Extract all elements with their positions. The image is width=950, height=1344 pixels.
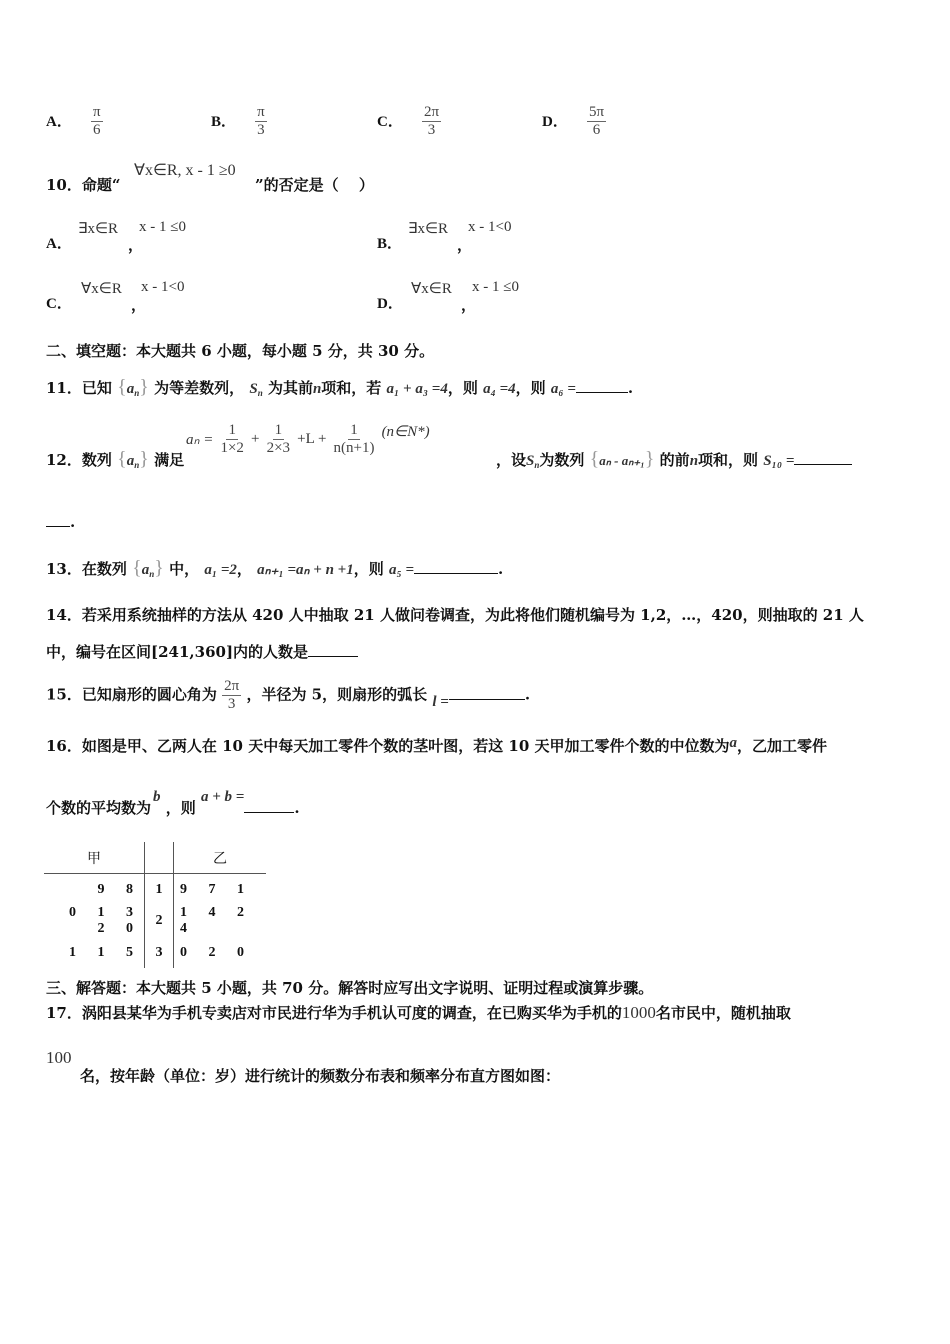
fraction-numerator: 2π (224, 678, 240, 694)
q9-option-d (542, 104, 606, 139)
period: . (70, 513, 76, 531)
q11-condition-1: a₁ + a₃ =4 (386, 381, 448, 397)
stem-header (145, 842, 174, 874)
q15-ask: l = (432, 693, 449, 710)
q10-option-a-expr: x - 1 ≤0 (139, 219, 186, 235)
stem-leaf-row (44, 937, 266, 968)
option-label: A． (46, 114, 72, 130)
q12-tail (496, 448, 852, 471)
q16-text: ，乙加工零件 (737, 737, 828, 755)
stem-leaf-plot (44, 842, 266, 968)
left-leaves: 0 1 3 2 0 (69, 905, 142, 936)
q10-option-d-comma: ， (461, 296, 477, 314)
q15 (46, 678, 530, 713)
q10-option-b-expr: x - 1<0 (468, 219, 512, 235)
q13-text: ，则 (353, 560, 384, 578)
right-leaves: 0 2 0 (180, 944, 253, 960)
a-symbol: a (729, 735, 738, 751)
q12-formula (186, 422, 430, 457)
q11-text: ，则 (515, 379, 546, 397)
q10-option-a (46, 232, 72, 253)
q10-option-d (377, 292, 403, 313)
option-fraction (422, 104, 441, 139)
plus-sign: + (251, 431, 260, 447)
question-number: 13． (46, 560, 82, 578)
q17-number-100: 100 (46, 1048, 72, 1067)
fraction-denominator: 2×3 (266, 440, 291, 456)
q13 (46, 557, 503, 580)
period: . (498, 560, 504, 578)
option-label: B． (377, 236, 403, 252)
fraction-numerator: 1 (228, 422, 236, 438)
answer-blank (46, 512, 70, 527)
brace-right: } (139, 448, 149, 470)
q12-text: 项和，则 (698, 451, 759, 469)
question-number: 12． (46, 451, 82, 469)
seq-symbol: a (126, 453, 135, 469)
sum-symbol: S (526, 453, 535, 469)
q14-line2 (46, 641, 358, 662)
fraction-denominator: n(n+1) (333, 440, 375, 456)
period: . (294, 799, 300, 817)
q10-option-d-quant: ∀x∈R (411, 281, 452, 297)
q10-statement: ∀x∈R, x - 1 ≥0 (134, 162, 236, 179)
q10-option-c-quant: ∀x∈R (81, 281, 122, 297)
q10-option-b-quant: ∃x∈R (408, 221, 449, 237)
left-leaves: 9 8 (97, 881, 142, 897)
b-symbol: b (153, 789, 161, 805)
brace-left: { (589, 448, 600, 470)
stem: 3 (145, 937, 174, 968)
q10-suffix: ”的否定是（ ） (255, 176, 374, 194)
fraction-denominator: 6 (92, 122, 101, 138)
section-2-title: 二、填空题：本大题共 6 小题，每小题 5 分，共 30 分。 (46, 342, 435, 360)
stem: 1 (145, 874, 174, 906)
q17-text: 名市民中，随机抽取 (655, 1004, 791, 1022)
seq-subscript: n (149, 569, 155, 579)
q13-text: 中， (169, 560, 200, 578)
fraction (218, 422, 245, 457)
q15-text: ，半径为 5，则扇形的弧长 (246, 685, 428, 704)
q11-condition-2: a₄ =4 (483, 381, 516, 397)
q10-stem (46, 174, 121, 195)
brace-right: } (139, 376, 149, 398)
q11 (46, 376, 633, 399)
answer-blank (576, 378, 628, 393)
q12-ask: S₁₀ = (763, 453, 795, 469)
question-number: 11． (46, 379, 82, 397)
stem-leaf-row (44, 905, 266, 937)
q17-number: 1000 (621, 1003, 656, 1022)
fraction-numerator: π (257, 104, 265, 120)
fraction (265, 422, 292, 457)
answer-blank (449, 685, 525, 700)
q17-line1 (46, 1002, 791, 1023)
q14-line1: 14．若采用系统抽样的方法从 420 人中抽取 21 人做问卷调查，为此将他们随机编号为 1,2，…，420，则抽取的 21 人 (46, 606, 864, 624)
q9-option-c (377, 104, 441, 139)
n-symbol: n (689, 453, 699, 469)
brace-left: { (117, 448, 127, 470)
left-leaves: 1 1 5 (69, 944, 142, 960)
q12-continuation (46, 512, 75, 531)
seq-symbol: a (141, 562, 150, 578)
brace-left: { (117, 376, 127, 398)
q10-option-a-comma: ， (128, 236, 144, 254)
q16-ask: a + b = (201, 789, 245, 805)
q16-text: 个数的平均数为 (46, 799, 152, 817)
option-fraction (91, 104, 103, 139)
q17-line2: 名，按年龄（单位：岁）进行统计的频数分布表和频率分布直方图如图： (80, 1067, 561, 1085)
right-leaves: 1 4 2 4 (180, 905, 253, 936)
brace-right: } (154, 557, 164, 579)
answer-blank (308, 642, 358, 657)
fraction-numerator: 5π (588, 104, 605, 120)
q12-text: ，设 (496, 451, 527, 469)
answer-blank (414, 559, 498, 574)
fraction-denominator: 3 (427, 122, 436, 138)
q11-text: 为等差数列， (154, 379, 245, 397)
n-symbol: n (312, 381, 322, 397)
option-label: C． (377, 114, 403, 130)
q16-line1 (46, 735, 827, 756)
q10-option-a-quant: ∃x∈R (78, 221, 119, 237)
fraction (332, 422, 377, 457)
fraction-denominator: 1×2 (220, 440, 244, 456)
seq-subscript: n (134, 388, 140, 398)
brace-right: } (644, 448, 655, 470)
fraction-numerator: 1 (274, 422, 283, 438)
q9-option-b (211, 104, 267, 139)
q10-prefix: 10．命题“ (46, 176, 121, 194)
fraction-numerator: π (92, 104, 101, 120)
q17-text: 17．涡阳县某华为手机专卖店对市民进行华为手机认可度的调查，在已购买华为手机的 (46, 1004, 622, 1022)
q10-option-d-expr: x - 1 ≤0 (472, 279, 519, 295)
formula-lhs: aₙ = (186, 432, 214, 448)
option-fraction (255, 104, 267, 139)
q9-option-a (46, 104, 103, 139)
q13-condition-2: aₙ₊₁ =aₙ + n +1 (257, 562, 354, 578)
q16-line2 (46, 789, 300, 818)
right-leaves: 9 7 1 (180, 881, 253, 897)
q12 (46, 420, 185, 470)
seq-expression: aₙ - aₙ₊₁ (599, 453, 645, 468)
q12-text: 满足 (154, 451, 185, 469)
sum-symbol: S (249, 381, 258, 397)
option-label: D． (542, 114, 568, 130)
left-header: 甲 (44, 842, 145, 874)
seq-subscript: n (134, 460, 140, 470)
q12-text: 数列 (81, 451, 112, 469)
option-label: A． (46, 236, 72, 252)
fraction-denominator: 6 (592, 122, 601, 138)
fraction-numerator: 1 (350, 422, 358, 438)
period: . (524, 685, 531, 704)
q10-option-c (46, 292, 72, 313)
brace-left: { (132, 557, 142, 579)
angle-fraction (222, 678, 241, 713)
domain: (n∈N*) (381, 424, 430, 440)
stem: 2 (145, 905, 174, 937)
q11-text: 已知 (81, 379, 112, 397)
q16-text: 16．如图是甲、乙两人在 10 天中每天加工零件个数的茎叶图，若这 10 天甲加工零件个数的中位数为 (46, 737, 730, 755)
ellipsis: +L + (297, 431, 327, 447)
fraction-denominator: 3 (227, 696, 236, 712)
q11-text: 项和，若 (321, 379, 382, 397)
question-number: 15． (46, 685, 82, 704)
q14-text: 中，编号在区间[241,360]内的人数是 (46, 643, 309, 661)
q15-text: 已知扇形的圆心角为 (81, 685, 217, 704)
q11-text: 为其前 (267, 379, 313, 397)
q13-ask: a₅ = (388, 562, 414, 578)
q12-text: 的前 (659, 451, 690, 469)
q13-text: ， (236, 560, 252, 578)
q11-text: ，则 (447, 379, 478, 397)
sum-subscript: n (534, 460, 540, 470)
q12-text: 为数列 (539, 451, 585, 469)
q10-option-b (377, 232, 402, 253)
option-fraction (587, 104, 606, 139)
section-3-title: 三、解答题：本大题共 5 小题，共 70 分。解答时应写出文字说明、证明过程或演算步骤。 (46, 979, 654, 997)
option-label: C． (46, 296, 72, 312)
stem-leaf-header (44, 842, 266, 874)
fraction-numerator: 2π (423, 104, 440, 120)
q10-option-c-comma: ， (131, 296, 147, 314)
q16-text: ，则 (165, 799, 196, 817)
right-header: 乙 (174, 842, 267, 874)
seq-symbol: a (126, 381, 135, 397)
q10-option-c-expr: x - 1<0 (141, 279, 185, 295)
option-label: B． (211, 114, 237, 130)
option-label: D． (377, 296, 403, 312)
q10-option-b-comma: ， (457, 236, 473, 254)
q13-condition-1: a₁ =2 (204, 562, 237, 578)
stem-leaf-row (44, 874, 266, 906)
answer-blank (794, 450, 852, 465)
sum-subscript: n (257, 388, 263, 398)
answer-blank (244, 798, 294, 813)
q11-ask: a₆ = (550, 381, 576, 397)
fraction-denominator: 3 (257, 122, 265, 138)
period: . (627, 379, 634, 397)
q13-text: 在数列 (81, 560, 127, 578)
